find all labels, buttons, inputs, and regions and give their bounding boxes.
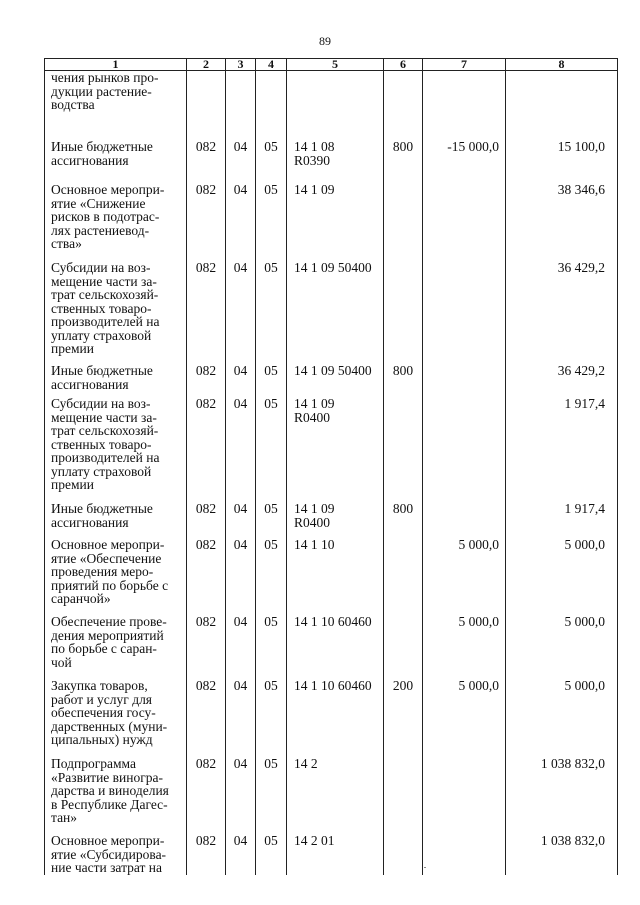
table-row — [45, 757, 618, 834]
table-row — [45, 834, 618, 875]
expense-type-cell — [384, 261, 423, 364]
amount-change-cell: 5 000,0 — [423, 679, 506, 757]
expense-type-cell: 200 — [384, 679, 423, 757]
subsection-cell: 05 — [256, 397, 287, 502]
expense-type-cell — [384, 757, 423, 834]
admin-code-cell: 082 — [187, 261, 226, 364]
expense-type-cell — [384, 834, 423, 875]
amount-change-cell — [423, 261, 506, 364]
row-name-cell: Обеспечение прове- дения мероприятий по борьбе с саран- чой — [45, 615, 187, 679]
amount-total-cell: 15 100,0 — [506, 140, 618, 183]
target-article-cell: 14 1 09 50400 — [287, 261, 384, 364]
column-header: 3 — [226, 59, 256, 71]
amount-total-cell: 1 917,4 — [506, 502, 618, 538]
table-row — [45, 538, 618, 615]
subsection-cell: 05 — [256, 261, 287, 364]
table-row — [45, 502, 618, 538]
scan-dot — [424, 867, 426, 868]
section-cell: 04 — [226, 261, 256, 364]
expense-type-cell: 800 — [384, 140, 423, 183]
admin-code-cell: 082 — [187, 615, 226, 679]
expense-type-cell — [384, 538, 423, 615]
section-cell: 04 — [226, 183, 256, 261]
subsection-cell: 05 — [256, 757, 287, 834]
section-cell: 04 — [226, 834, 256, 875]
expense-type-cell — [384, 183, 423, 261]
row-name-cell: Основное меропри- ятие «Снижение рисков в подотрас- лях растениевод- ства» — [45, 183, 187, 261]
admin-code-cell: 082 — [187, 679, 226, 757]
amount-total-cell: 5 000,0 — [506, 615, 618, 679]
table-row — [45, 261, 618, 364]
section-cell — [226, 71, 256, 141]
row-name-cell: Иные бюджетные ассигнования — [45, 502, 187, 538]
amount-total-cell: 1 038 832,0 — [506, 834, 618, 875]
amount-change-cell: -15 000,0 — [423, 140, 506, 183]
row-name-cell: Субсидии на воз- мещение части за- трат сельскохозяй- ственных товаро- производителей на уплату страховой премии — [45, 397, 187, 502]
section-cell: 04 — [226, 615, 256, 679]
section-cell: 04 — [226, 364, 256, 397]
row-name-cell: Иные бюджетные ассигнования — [45, 364, 187, 397]
amount-change-cell — [423, 71, 506, 141]
subsection-cell: 05 — [256, 834, 287, 875]
subsection-cell: 05 — [256, 502, 287, 538]
row-name-cell: Подпрограмма «Развитие виногра- дарства и виноделия в Республике Дагес- тан» — [45, 757, 187, 834]
admin-code-cell: 082 — [187, 834, 226, 875]
amount-change-cell — [423, 364, 506, 397]
row-name-cell: Закупка товаров, работ и услуг для обеспечения госу- дарственных (муни- ципальных) нужд — [45, 679, 187, 757]
row-name-cell: чения рынков про- дукции растение- водства — [45, 71, 187, 141]
amount-total-cell: 5 000,0 — [506, 538, 618, 615]
table-row — [45, 679, 618, 757]
amount-change-cell: 5 000,0 — [423, 538, 506, 615]
target-article-cell: 14 1 10 — [287, 538, 384, 615]
column-header: 8 — [506, 59, 618, 71]
subsection-cell: 05 — [256, 140, 287, 183]
subsection-cell: 05 — [256, 364, 287, 397]
amount-total-cell — [506, 71, 618, 141]
target-article-cell: 14 2 — [287, 757, 384, 834]
admin-code-cell: 082 — [187, 538, 226, 615]
admin-code-cell: 082 — [187, 364, 226, 397]
column-header: 5 — [287, 59, 384, 71]
amount-total-cell: 1 038 832,0 — [506, 757, 618, 834]
column-header: 1 — [45, 59, 187, 71]
table-row — [45, 71, 618, 141]
amount-change-cell — [423, 397, 506, 502]
target-article-cell: 14 1 09 50400 — [287, 364, 384, 397]
page-number: 89 — [319, 34, 331, 48]
target-article-cell: 14 1 08 R0390 — [287, 140, 384, 183]
expense-type-cell — [384, 71, 423, 141]
target-article-cell: 14 1 09 R0400 — [287, 397, 384, 502]
target-article-cell: 14 1 09 R0400 — [287, 502, 384, 538]
subsection-cell: 05 — [256, 615, 287, 679]
row-name-cell: Основное меропри- ятие «Субсидирова- ние части затрат на — [45, 834, 187, 875]
section-cell: 04 — [226, 538, 256, 615]
subsection-cell: 05 — [256, 679, 287, 757]
table-row — [45, 364, 618, 397]
table-row — [45, 183, 618, 261]
section-cell: 04 — [226, 140, 256, 183]
amount-change-cell — [423, 834, 506, 875]
expense-type-cell — [384, 615, 423, 679]
row-name-cell: Субсидии на воз- мещение части за- трат сельскохозяй- ственных товаро- производителей на уплату страховой премии — [45, 261, 187, 364]
header-row — [45, 59, 618, 71]
section-cell: 04 — [226, 679, 256, 757]
expense-type-cell: 800 — [384, 502, 423, 538]
amount-change-cell — [423, 502, 506, 538]
admin-code-cell: 082 — [187, 397, 226, 502]
section-cell: 04 — [226, 502, 256, 538]
column-header: 4 — [256, 59, 287, 71]
amount-total-cell: 38 346,6 — [506, 183, 618, 261]
target-article-cell: 14 1 10 60460 — [287, 679, 384, 757]
table-row — [45, 615, 618, 679]
target-article-cell: 14 1 10 60460 — [287, 615, 384, 679]
amount-total-cell: 36 429,2 — [506, 261, 618, 364]
expense-type-cell — [384, 397, 423, 502]
budget-table — [44, 58, 618, 875]
table-row — [45, 397, 618, 502]
target-article-cell: 14 1 09 — [287, 183, 384, 261]
expense-type-cell: 800 — [384, 364, 423, 397]
amount-total-cell: 1 917,4 — [506, 397, 618, 502]
amount-total-cell: 36 429,2 — [506, 364, 618, 397]
amount-total-cell: 5 000,0 — [506, 679, 618, 757]
target-article-cell — [287, 71, 384, 141]
column-header: 7 — [423, 59, 506, 71]
subsection-cell — [256, 71, 287, 141]
amount-change-cell — [423, 183, 506, 261]
table-row — [45, 140, 618, 183]
amount-change-cell — [423, 757, 506, 834]
target-article-cell: 14 2 01 — [287, 834, 384, 875]
admin-code-cell: 082 — [187, 502, 226, 538]
column-header: 6 — [384, 59, 423, 71]
section-cell: 04 — [226, 757, 256, 834]
section-cell: 04 — [226, 397, 256, 502]
row-name-cell: Иные бюджетные ассигнования — [45, 140, 187, 183]
subsection-cell: 05 — [256, 183, 287, 261]
column-header: 2 — [187, 59, 226, 71]
admin-code-cell: 082 — [187, 140, 226, 183]
admin-code-cell: 082 — [187, 183, 226, 261]
admin-code-cell — [187, 71, 226, 141]
amount-change-cell: 5 000,0 — [423, 615, 506, 679]
subsection-cell: 05 — [256, 538, 287, 615]
admin-code-cell: 082 — [187, 757, 226, 834]
row-name-cell: Основное меропри- ятие «Обеспечение проведения меро- приятий по борьбе с саранчой» — [45, 538, 187, 615]
